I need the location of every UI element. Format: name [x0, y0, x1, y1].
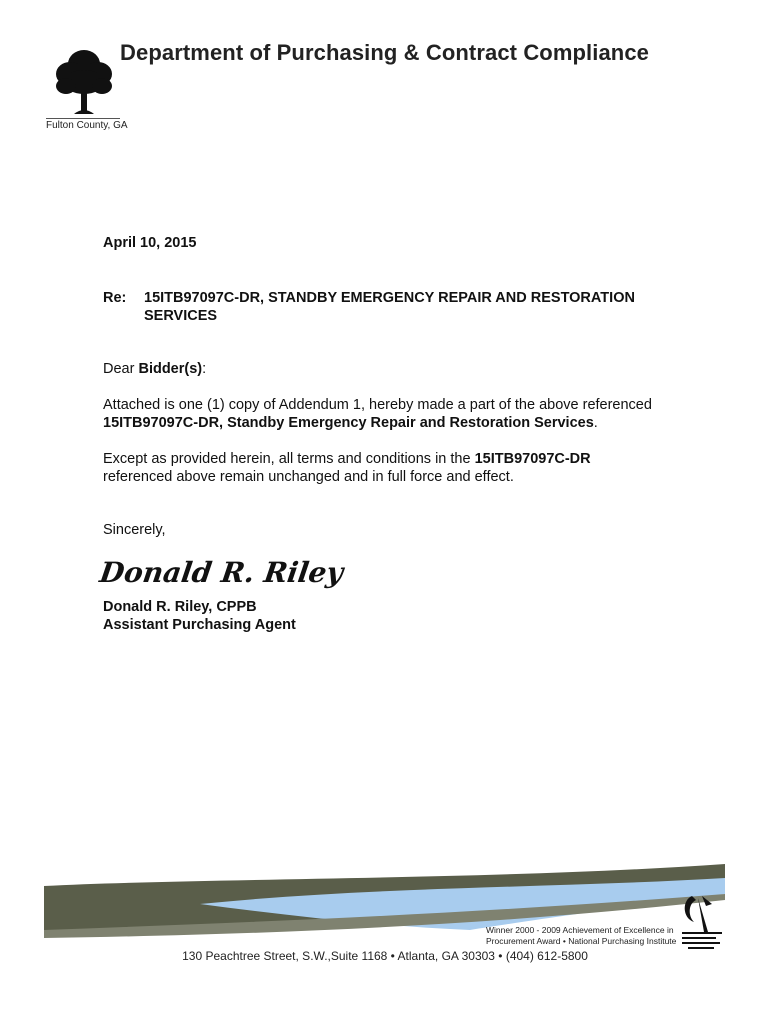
paragraph-attachment-bold: 15ITB97097C-DR, Standby Emergency Repair and Restoration Services — [103, 415, 594, 431]
handwritten-signature: Donald R. Riley — [97, 556, 346, 589]
closing: Sincerely, — [103, 522, 166, 538]
paragraph-attachment-end: . — [593, 415, 598, 431]
signer-title: Assistant Purchasing Agent — [103, 617, 296, 633]
tree-logo-icon — [44, 42, 124, 122]
re-label: Re: — [103, 290, 127, 306]
salutation-suffix: : — [202, 361, 207, 377]
re-subject-line2: SERVICES — [144, 308, 218, 324]
salutation — [103, 360, 206, 378]
footer-address: 130 Peachtree Street, S.W.,Suite 1168 • Atlanta, GA 30303 • (404) 612-5800 — [182, 949, 588, 963]
award-line1: Winner 2000 - 2009 Achievement of Excellence in — [486, 925, 674, 935]
paragraph-terms-text: Except as provided herein, all terms and conditions in the — [103, 451, 475, 467]
salutation-prefix: Dear — [103, 361, 139, 377]
paragraph-attachment-text: Attached is one (1) copy of Addendum 1, hereby made a part of the above referenced — [103, 397, 652, 413]
paragraph-terms-end: referenced above remain unchanged and in full force and effect. — [103, 469, 514, 485]
paragraph-attachment — [103, 396, 703, 432]
re-line — [103, 289, 635, 307]
award-logo-icon — [678, 892, 726, 952]
department-title: Department of Purchasing & Contract Compliance — [120, 40, 650, 65]
award-text — [486, 925, 676, 947]
paragraph-terms-bold: 15ITB97097C-DR — [474, 451, 591, 467]
signer-name: Donald R. Riley, CPPB — [103, 599, 257, 615]
re-subject-line1: 15ITB97097C-DR, STANDBY EMERGENCY REPAIR AND RESTORATION — [144, 290, 635, 306]
county-rule — [46, 118, 120, 119]
letter-date: April 10, 2015 — [103, 235, 197, 251]
paragraph-terms — [103, 450, 703, 486]
county-label: Fulton County, GA — [46, 120, 128, 131]
award-line2: Procurement Award • National Purchasing Institute — [486, 936, 677, 946]
salutation-recipient: Bidder(s) — [138, 361, 203, 377]
